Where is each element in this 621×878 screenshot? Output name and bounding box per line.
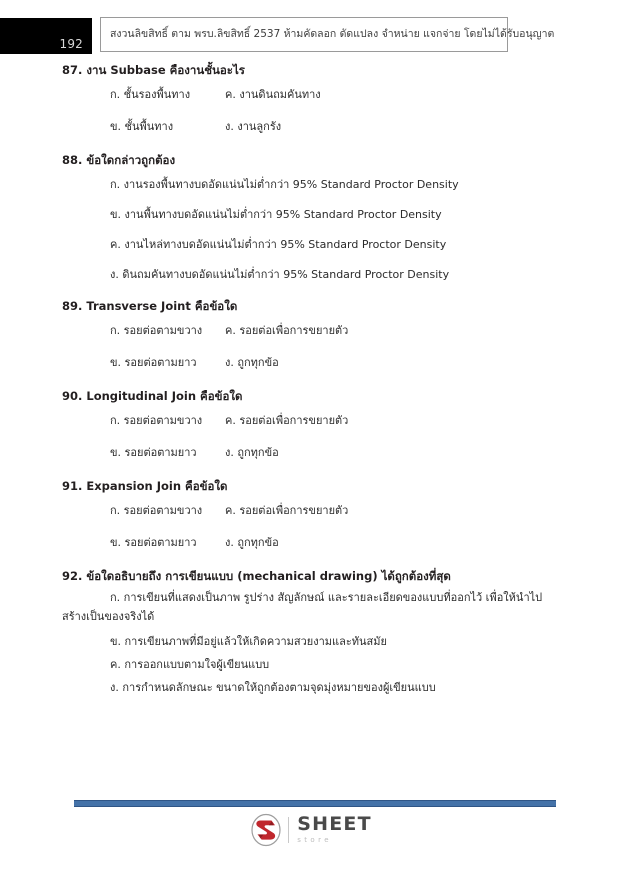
option-c[interactable]: ค. การออกแบบตามใจผู้เขียนแบบ xyxy=(110,658,270,671)
page-number-box xyxy=(0,18,92,54)
question-91-title: 91. Expansion Join คือข้อใด xyxy=(62,479,228,493)
copyright-notice-box xyxy=(100,17,555,52)
option-a-continued[interactable]: สร้างเป็นของจริงได้ xyxy=(62,610,155,623)
question-88 xyxy=(0,150,621,288)
logo-wordmark xyxy=(297,815,372,845)
question-91-options xyxy=(0,498,621,556)
page-header xyxy=(0,0,621,60)
option-a[interactable]: ก. ชั้นรองพื้นทาง xyxy=(110,88,191,101)
logo-secondary-text: store xyxy=(297,836,332,844)
option-d[interactable]: ง. ถูกทุกข้อ xyxy=(225,536,279,549)
page-number: 192 xyxy=(59,37,83,51)
option-d[interactable]: ง. ถูกทุกข้อ xyxy=(225,446,279,459)
s-monogram-icon xyxy=(249,813,283,847)
option-d[interactable]: ง. ดินถมคันทางบดอัดแน่นไม่ต่ำกว่า 95% Standard Proctor Density xyxy=(110,268,450,281)
question-91 xyxy=(0,476,621,556)
question-89-title: 89. Transverse Joint คือข้อใด xyxy=(62,299,238,313)
option-row xyxy=(0,498,621,524)
question-92-options xyxy=(0,588,621,697)
copyright-notice-text: สงวนลิขสิทธิ์ ตาม พรบ.ลิขสิทธิ์ 2537 ห้ามคัดลอก ดัดแปลง จำหน่าย แจกจ่าย โดยไม่ได้รับอนุญาต xyxy=(110,28,555,40)
option-row xyxy=(0,318,621,344)
option-a[interactable]: ก. รอยต่อตามขวาง xyxy=(110,414,203,427)
option-b[interactable]: ข. งานพื้นทางบดอัดแน่นไม่ต่ำกว่า 95% Standard Proctor Density xyxy=(110,208,442,221)
option-d[interactable]: ง. การกำหนดลักษณะ ขนาดให้ถูกต้องตามจุดมุ่งหมายของผู้เขียนแบบ xyxy=(110,681,436,694)
question-89-options xyxy=(0,318,621,376)
option-a[interactable]: ก. รอยต่อตามขวาง xyxy=(110,324,203,337)
option-c[interactable]: ค. รอยต่อเพื่อการขยายตัว xyxy=(225,504,349,517)
option-b[interactable]: ข. รอยต่อตามยาว xyxy=(110,446,197,459)
question-92-title: 92. ข้อใดอธิบายถึง การเขียนแบบ (mechanical drawing) ได้ถูกต้องที่สุด xyxy=(62,569,451,583)
question-87-options xyxy=(0,82,621,140)
question-88-title: 88. ข้อใดกล่าวถูกต้อง xyxy=(62,153,176,167)
option-a[interactable]: ก. งานรองพื้นทางบดอัดแน่นไม่ต่ำกว่า 95% Standard Proctor Density xyxy=(110,178,459,191)
footer-divider-rule xyxy=(74,800,556,807)
option-row xyxy=(0,440,621,466)
option-a[interactable]: ก. การเขียนที่แสดงเป็นภาพ รูปร่าง สัญลักษณ์ และรายละเอียดของแบบที่ออกไว้ เพื่อให้นำไป xyxy=(110,591,543,604)
option-b[interactable]: ข. การเขียนภาพที่มีอยู่แล้วให้เกิดความสวยงามและทันสมัย xyxy=(110,635,387,648)
option-row xyxy=(0,350,621,376)
question-88-options xyxy=(0,172,621,288)
question-89 xyxy=(0,296,621,376)
option-row xyxy=(0,82,621,108)
logo-primary-text: SHEET xyxy=(297,813,372,835)
logo-divider xyxy=(288,817,289,843)
option-c[interactable]: ค. งานไหล่ทางบดอัดแน่นไม่ต่ำกว่า 95% Standard Proctor Density xyxy=(110,238,447,251)
page-footer xyxy=(0,795,621,878)
question-87 xyxy=(0,60,621,140)
option-d[interactable]: ง. ถูกทุกข้อ xyxy=(225,356,279,369)
question-92 xyxy=(0,566,621,697)
option-row xyxy=(0,408,621,434)
option-c[interactable]: ค. งานดินถมคันทาง xyxy=(225,88,321,101)
question-90-title: 90. Longitudinal Join คือข้อใด xyxy=(62,389,243,403)
option-row xyxy=(0,114,621,140)
question-90-options xyxy=(0,408,621,466)
option-b[interactable]: ข. รอยต่อตามยาว xyxy=(110,536,197,549)
question-87-title: 87. งาน Subbase คืองานชั้นอะไร xyxy=(62,63,245,77)
option-d[interactable]: ง. งานลูกรัง xyxy=(225,120,282,133)
option-b[interactable]: ข. รอยต่อตามยาว xyxy=(110,356,197,369)
option-b[interactable]: ข. ชั้นพื้นทาง xyxy=(110,120,174,133)
option-row xyxy=(0,530,621,556)
sheet-store-logo xyxy=(0,813,621,847)
option-c[interactable]: ค. รอยต่อเพื่อการขยายตัว xyxy=(225,324,349,337)
option-c[interactable]: ค. รอยต่อเพื่อการขยายตัว xyxy=(225,414,349,427)
question-list xyxy=(0,60,621,697)
option-a[interactable]: ก. รอยต่อตามขวาง xyxy=(110,504,203,517)
question-90 xyxy=(0,386,621,466)
